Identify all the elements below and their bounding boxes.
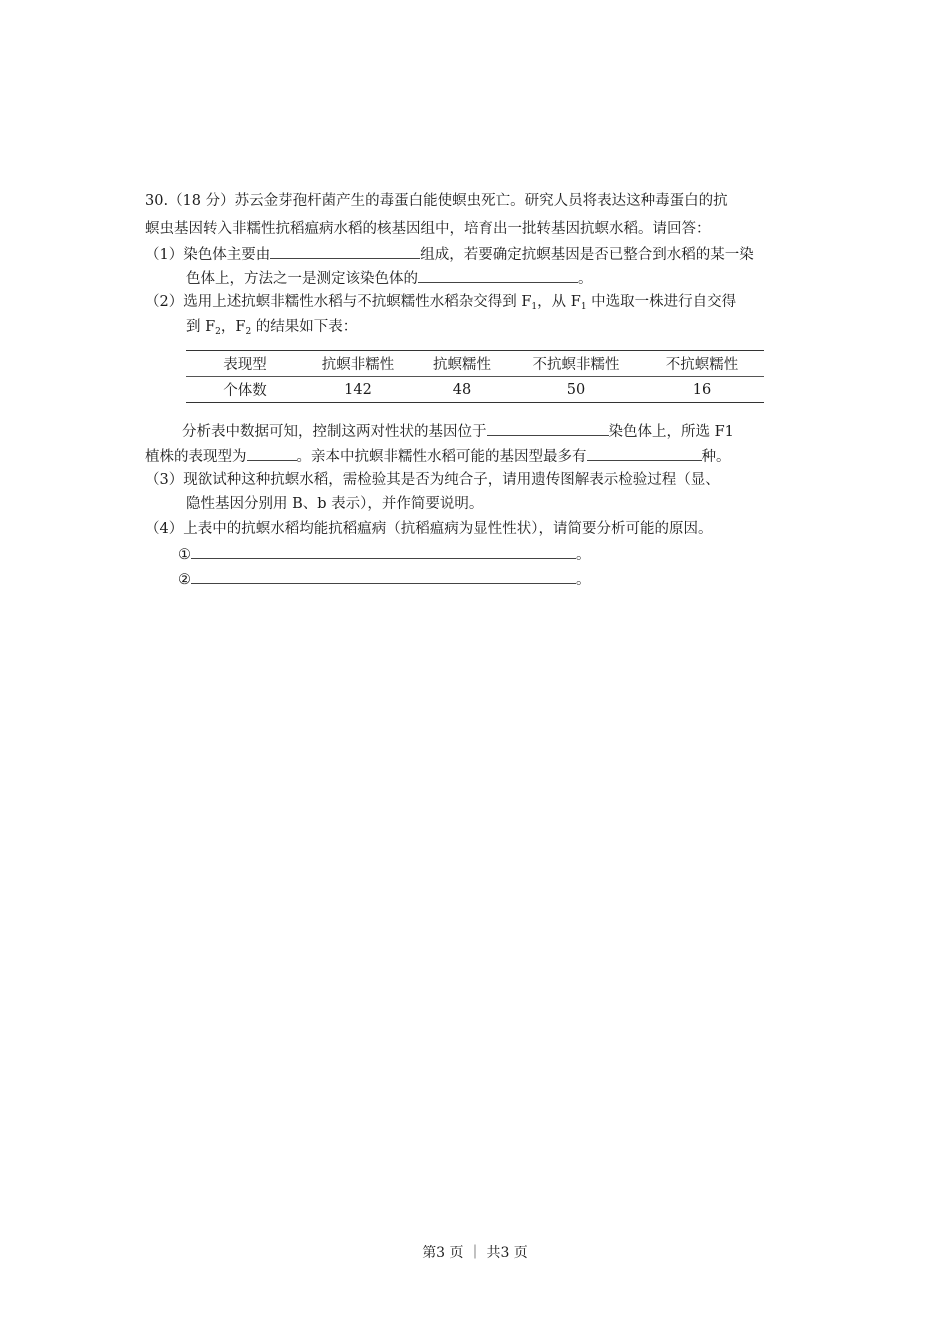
subscript: 2 — [245, 327, 252, 337]
table-header-cell: 不抗螟糯性 — [640, 351, 764, 377]
part-2-line-2 — [186, 317, 357, 337]
answer-end-2: 。 — [576, 572, 591, 588]
part-4-text-a: 上表中的抗螟水稻均能抗稻瘟病（抗稻瘟病为显性性状），请简要分析可能的原因。 — [183, 521, 713, 537]
part-2-text-c: 中选取一株进行自交得 — [586, 294, 737, 310]
analysis-line-1 — [182, 421, 734, 442]
answer-blank-3[interactable] — [487, 421, 609, 436]
page-footer: 第3 页 ｜ 共3 页 — [422, 1245, 528, 1261]
part-1-text-b: 组成，若要确定抗螟基因是否已整合到水稻的某一染 — [420, 247, 754, 263]
answer-blank-6[interactable] — [191, 544, 576, 559]
table-cell: 个体数 — [186, 377, 304, 403]
part-2-line-1 — [145, 292, 736, 312]
phenotype-table — [186, 350, 764, 403]
part-2-text-b: ，从 F — [537, 294, 581, 310]
table-header-cell: 不抗螟非糯性 — [512, 351, 640, 377]
part-1-text-a: 染色体主要由 — [183, 247, 271, 263]
part-2-text-d: 到 F — [186, 319, 216, 335]
answer-blank-2[interactable] — [418, 268, 578, 283]
table-header-row — [186, 351, 764, 377]
table-cell: 142 — [304, 377, 412, 403]
analysis-line-2 — [145, 446, 731, 467]
analysis-text-c: 植株的表现型为 — [145, 449, 247, 465]
part-3-line-2 — [186, 494, 483, 514]
answer-end-1: 。 — [576, 547, 591, 563]
part-4-answer-1 — [178, 544, 591, 565]
answer-blank-1[interactable] — [270, 244, 420, 259]
part-1-text-c: 色体上，方法之一是测定该染色体的 — [186, 271, 418, 287]
subscript: 1 — [531, 302, 538, 312]
part-2-text-e: ，F — [220, 319, 246, 335]
part-3-text-a: 现欲试种这种抗螟水稻，需检验其是否为纯合子，请用遗传图解表示检验过程（显、 — [183, 472, 720, 488]
subscript: 2 — [215, 327, 221, 337]
analysis-text-b: 染色体上，所选 F1 — [608, 424, 734, 440]
question-intro-text-1: （18 分）苏云金芽孢杆菌产生的毒蛋白能使螟虫死亡。研究人员将表达这种毒蛋白的抗 — [168, 193, 728, 209]
table-row — [186, 377, 764, 403]
answer-blank-7[interactable] — [191, 569, 576, 584]
question-number: 30. — [145, 193, 169, 209]
answer-marker-2: ② — [178, 572, 191, 588]
analysis-text-d: 。亲本中抗螟非糯性水稻可能的基因型最多有 — [296, 449, 587, 465]
part-1-text-d: 。 — [578, 271, 593, 287]
part-1-line-2 — [186, 268, 593, 289]
table-cell: 50 — [512, 377, 640, 403]
part-4-label: （4） — [145, 521, 184, 537]
part-3-label: （3） — [145, 472, 184, 488]
question-intro-text-2: 螟虫基因转入非糯性抗稻瘟病水稻的核基因组中，培育出一批转基因抗螟水稻。请回答： — [145, 221, 711, 237]
part-1-label: （1） — [145, 247, 184, 263]
question-intro-line-2 — [145, 219, 711, 239]
part-3-line-1 — [145, 470, 720, 490]
part-2-label: （2） — [145, 294, 184, 310]
question-intro-line-1 — [145, 191, 728, 211]
part-2-text-f: 的结果如下表： — [251, 319, 358, 335]
answer-blank-5[interactable] — [587, 446, 702, 461]
table-header-cell: 抗螟非糯性 — [304, 351, 412, 377]
table-cell: 48 — [412, 377, 512, 403]
table-header-cell: 表现型 — [186, 351, 304, 377]
part-2-text-a: 选用上述抗螟非糯性水稻与不抗螟糯性水稻杂交得到 F — [183, 294, 532, 310]
answer-marker-1: ① — [178, 547, 191, 563]
part-1-line-1 — [145, 244, 754, 265]
answer-blank-4[interactable] — [247, 446, 297, 461]
part-3-text-b: 隐性基因分别用 B、b 表示），并作简要说明。 — [186, 496, 484, 512]
table-header-cell: 抗螟糯性 — [412, 351, 512, 377]
subscript: 1 — [580, 302, 587, 312]
part-4-answer-2 — [178, 569, 591, 590]
table-cell: 16 — [640, 377, 764, 403]
analysis-text-e: 种。 — [701, 449, 731, 465]
analysis-text-a: 分析表中数据可知，控制这两对性状的基因位于 — [182, 424, 487, 440]
part-4-line-1 — [145, 519, 712, 539]
